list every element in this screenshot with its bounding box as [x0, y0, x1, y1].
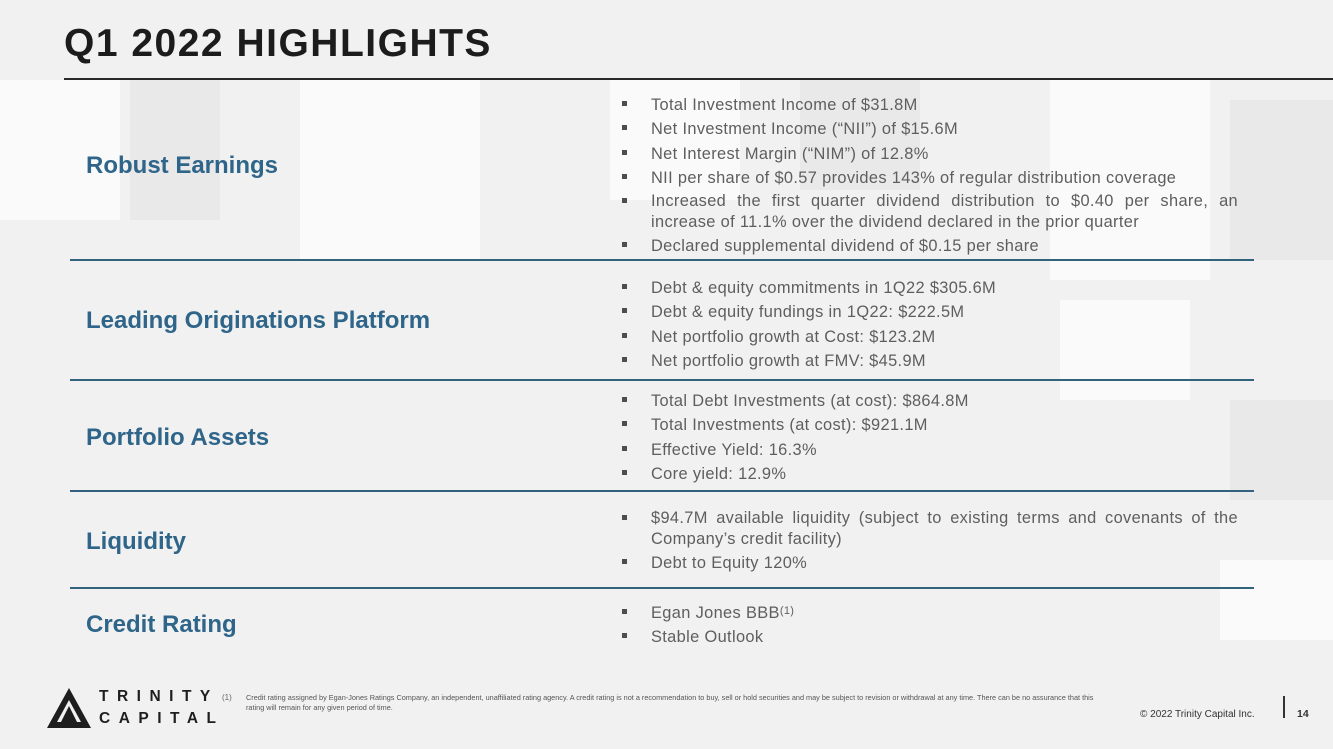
title-divider — [64, 78, 1333, 80]
list-item: Effective Yield: 16.3% — [622, 439, 1238, 461]
bullet-list — [622, 508, 1238, 577]
list-item: Total Debt Investments (at cost): $864.8M — [622, 390, 1238, 412]
list-item: Net portfolio growth at FMV: $45.9M — [622, 350, 1238, 372]
bullet-icon — [622, 198, 627, 203]
list-item: Net Interest Margin (“NIM”) of 12.8% — [622, 143, 1238, 165]
list-item: Declared supplemental dividend of $0.15 per share — [622, 235, 1238, 257]
list-item: NII per share of $0.57 provides 143% of regular distribution coverage — [622, 167, 1238, 189]
page-number: 14 — [1297, 708, 1309, 720]
bullet-list — [622, 277, 1238, 374]
section-robust-earnings — [70, 90, 1254, 260]
bullet-icon — [622, 470, 627, 475]
bullet-icon — [622, 397, 627, 402]
bullet-icon — [622, 150, 627, 155]
logo-word-line2: CAPITAL — [99, 710, 225, 727]
list-item: Debt & equity fundings in 1Q22: $222.5M — [622, 301, 1238, 323]
footnote-number: (1) — [222, 693, 232, 702]
list-item: Debt to Equity 120% — [622, 552, 1238, 574]
bullet-icon — [622, 242, 627, 247]
company-logo — [47, 688, 225, 732]
list-item: Net Investment Income (“NII”) of $15.6M — [622, 118, 1238, 140]
list-item: Egan Jones BBB$^{(1)}$ — [622, 602, 1238, 624]
bullet-icon — [622, 308, 627, 313]
bullet-list — [622, 390, 1238, 487]
page-title: Q1 2022 HIGHLIGHTS — [64, 22, 492, 65]
section-credit-rating — [70, 590, 1254, 660]
section-heading: Robust Earnings — [86, 152, 279, 179]
section-liquidity — [70, 493, 1254, 587]
section-divider — [70, 259, 1254, 261]
section-divider — [70, 379, 1254, 381]
bullet-icon — [622, 357, 627, 362]
logo-word-line1: TRINITY — [99, 688, 219, 705]
footnote-marker: (1) — [779, 605, 795, 617]
page-number-divider — [1283, 696, 1285, 718]
section-divider — [70, 490, 1254, 492]
section-heading: Leading Originations Platform — [86, 307, 431, 334]
bullet-icon — [622, 559, 627, 564]
bullet-icon — [622, 446, 627, 451]
bullet-icon — [622, 609, 627, 614]
copyright: © 2022 Trinity Capital Inc. — [1140, 709, 1255, 720]
bullet-icon — [622, 421, 627, 426]
trinity-triangle-icon — [47, 688, 91, 728]
bullet-icon — [622, 284, 627, 289]
list-item: $94.7M available liquidity (subject to existing terms and covenants of the Company’s credit facility) — [622, 508, 1238, 550]
footnote-text: Credit rating assigned by Egan-Jones Ratings Company, an independent, unaffiliated rating agency. A credit rating is not a recommendation to buy, sell or hold securities and may be subject to revision or withdrawal at any time. There can be no assurance that this rating will remain for any given period of time. — [246, 693, 1094, 712]
bullet-icon — [622, 125, 627, 130]
bullet-icon — [622, 101, 627, 106]
bullet-icon — [622, 174, 627, 179]
bullet-list — [622, 94, 1238, 260]
section-divider — [70, 587, 1254, 589]
section-heading: Liquidity — [86, 528, 186, 555]
list-item: Stable Outlook — [622, 626, 1238, 648]
section-portfolio-assets — [70, 382, 1254, 492]
section-originations — [70, 262, 1254, 380]
bullet-icon — [622, 333, 627, 338]
bullet-icon — [622, 515, 627, 520]
list-item: Total Investment Income of $31.8M — [622, 94, 1238, 116]
list-item: Net portfolio growth at Cost: $123.2M — [622, 326, 1238, 348]
bullet-list — [622, 602, 1238, 651]
section-heading: Credit Rating — [86, 611, 237, 638]
list-item: Total Investments (at cost): $921.1M — [622, 414, 1238, 436]
list-item: Debt & equity commitments in 1Q22 $305.6M — [622, 277, 1238, 299]
bullet-icon — [622, 633, 627, 638]
list-item: Increased the first quarter dividend distribution to $0.40 per share, an increase of 11.1% over the dividend declared in the prior quarter — [622, 191, 1238, 233]
list-item: Core yield: 12.9% — [622, 463, 1238, 485]
section-heading: Portfolio Assets — [86, 424, 270, 451]
